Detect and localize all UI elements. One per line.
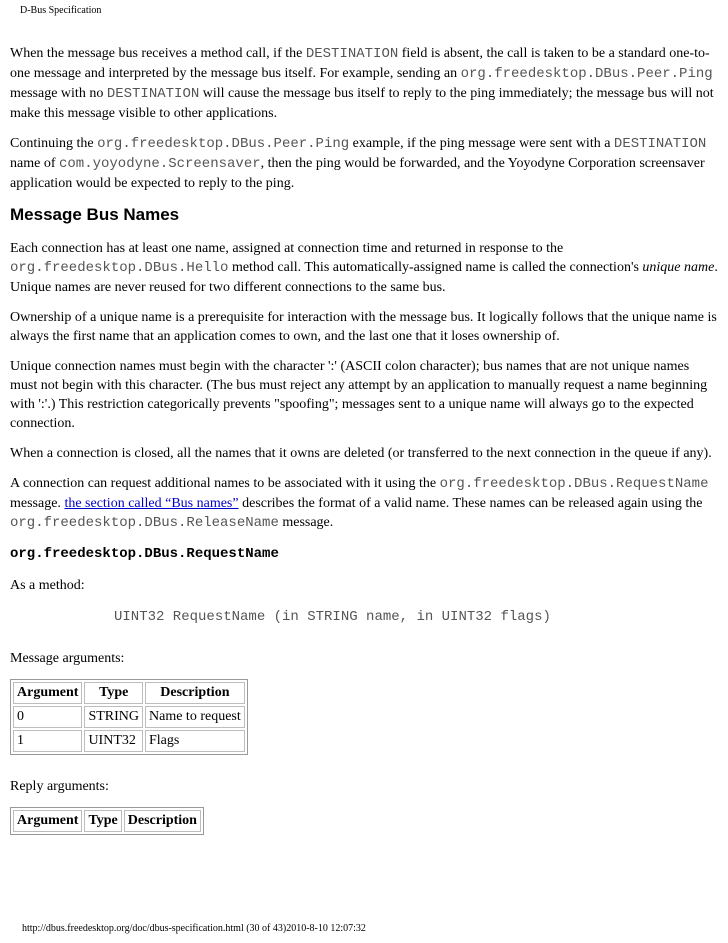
table-cell: Name to request bbox=[145, 706, 245, 728]
paragraph-ownership: Ownership of a unique name is a prerequisite for interaction with the message bus. It logically follows that the unique name is always the first name that an application comes to own, and the last one that it loses ownership of. bbox=[10, 310, 717, 344]
table-header-row bbox=[13, 810, 201, 832]
paragraph-connection-closed: When a connection is closed, all the names that it owns are deleted (or transferred to the next connection in the queue if any). bbox=[10, 446, 712, 461]
bus-names-link[interactable]: the section called “Bus names” bbox=[64, 496, 239, 511]
message-arguments-table bbox=[10, 679, 248, 755]
paragraph-unique-name: Each connection has at least one name, assigned at connection time and returned in response to the org.freedesktop.DBus.Hello method call. This automatically-assigned name is called the connection's unique name. Unique names are never reused for two different connections to the same bus. bbox=[10, 241, 718, 295]
method-signature: UINT32 RequestName (in STRING name, in UINT32 flags) bbox=[114, 609, 551, 625]
message-arguments-label: Message arguments: bbox=[10, 651, 125, 666]
code-screensaver: com.yoyodyne.Screensaver bbox=[58, 156, 261, 172]
column-header: Type bbox=[84, 682, 143, 704]
table-row bbox=[13, 730, 245, 752]
as-method-label: As a method: bbox=[10, 578, 85, 593]
code-peer-ping: org.freedesktop.DBus.Peer.Ping bbox=[97, 136, 350, 152]
table-cell: STRING bbox=[84, 706, 143, 728]
table-cell: 1 bbox=[13, 730, 82, 752]
reply-arguments-label: Reply arguments: bbox=[10, 779, 109, 794]
document-body bbox=[10, 44, 718, 857]
code-hello: org.freedesktop.DBus.Hello bbox=[10, 260, 229, 276]
column-header: Description bbox=[124, 810, 201, 832]
code-peer-ping: org.freedesktop.DBus.Peer.Ping bbox=[460, 66, 713, 82]
table-cell: UINT32 bbox=[84, 730, 143, 752]
table-row bbox=[13, 706, 245, 728]
code-destination: DESTINATION bbox=[305, 46, 399, 62]
reply-arguments-table bbox=[10, 807, 204, 835]
table-cell: 0 bbox=[13, 706, 82, 728]
code-destination: DESTINATION bbox=[613, 136, 707, 152]
code-request-name: org.freedesktop.DBus.RequestName bbox=[439, 476, 709, 492]
paragraph-colon-rule: Unique connection names must begin with the character ':' (ASCII colon character); bus names that are not unique names must not begin with this character. (The bus must reject any attempt by an application to manually request a name beginning with ':'.) This restriction categorically prevents "spoofing"; messages sent to a unique name will always go to the expected connection. bbox=[10, 359, 708, 431]
term-unique-name: unique name bbox=[642, 260, 715, 275]
paragraph-ping-example: Continuing the org.freedesktop.DBus.Peer.Ping example, if the ping message were sent with a DESTINATION name of com.yoyodyne.Screensaver, then the ping would be forwarded, and the Yoyodyne Corporation screensaver application would be expected to reply to the ping. bbox=[10, 136, 707, 191]
table-header-row bbox=[13, 682, 245, 704]
paragraph-request-names: A connection can request additional names to be associated with it using the org.freedesktop.DBus.RequestName message. the section called “Bus names” describes the format of a valid name. These names can be released again using the org.freedesktop.DBus.ReleaseName message. bbox=[10, 476, 709, 531]
column-header: Description bbox=[145, 682, 245, 704]
section-heading: Message Bus Names bbox=[10, 205, 180, 224]
column-header: Argument bbox=[13, 810, 82, 832]
column-header: Type bbox=[84, 810, 121, 832]
code-release-name: org.freedesktop.DBus.ReleaseName bbox=[10, 515, 279, 531]
page-footer: http://dbus.freedesktop.org/doc/dbus-specification.html (30 of 43)2010-8-10 12:07:32 bbox=[22, 923, 366, 934]
code-destination: DESTINATION bbox=[106, 86, 200, 102]
paragraph-destination-absent: When the message bus receives a method call, if the DESTINATION field is absent, the call is taken to be a standard one-to-one message and interpreted by the message bus itself. For example, sending an org.freedesktop.DBus.Peer.Ping message with no DESTINATION will cause the message bus itself to reply to the ping immediately; the message bus will not make this message visible to other applications. bbox=[10, 46, 714, 121]
table-cell: Flags bbox=[145, 730, 245, 752]
column-header: Argument bbox=[13, 682, 82, 704]
method-heading: org.freedesktop.DBus.RequestName bbox=[10, 546, 279, 562]
running-header: D-Bus Specification bbox=[20, 5, 102, 16]
